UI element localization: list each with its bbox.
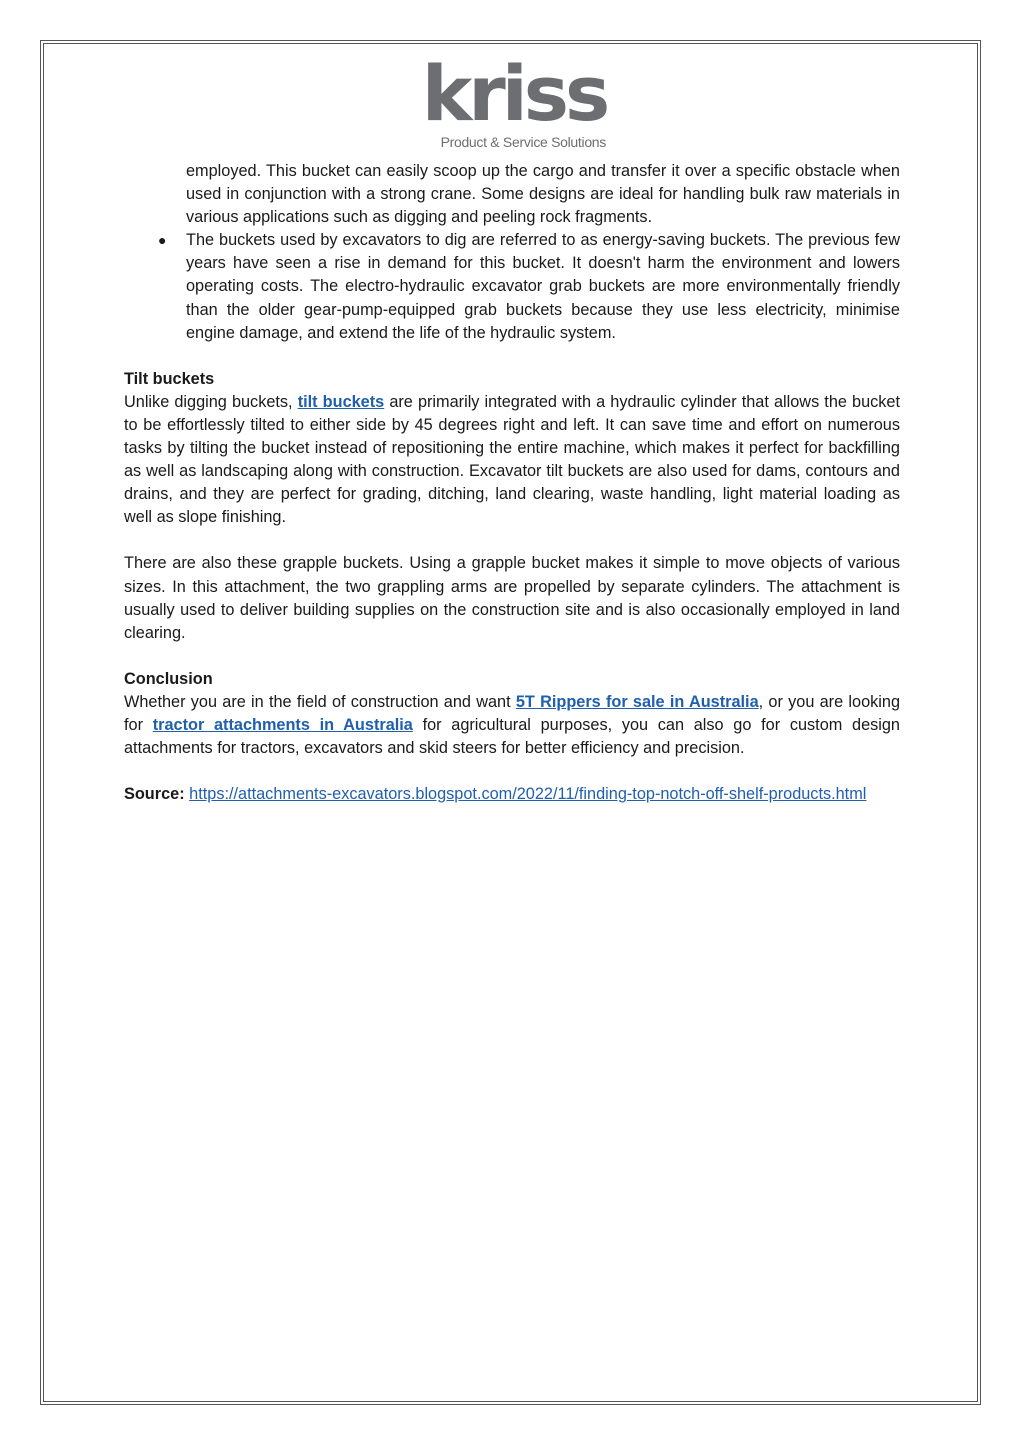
- document-body: [124, 160, 900, 806]
- grapple-buckets-paragraph: There are also these grapple buckets. Using a grapple bucket makes it simple to move objects of various sizes. In this attachment, the two grappling arms are propelled by separate cylinders. The attachment is usually used to deliver building supplies on the construction site and is also occasionally employed in land clearing.: [124, 554, 900, 642]
- tilt-text-after: are primarily integrated with a hydraulic cylinder that allows the bucket to be effortlessly tilted to either side by 45 degrees right and left. It can save time and effort on numerous tasks by tilting the bucket instead of repositioning the entire machine, which makes it perfect for backfilling as well as landscaping along with construction. Excavator tilt buckets are also used for dams, contours and drains, and they are perfect for grading, ditching, land clearing, waste handling, light material loading as well as slope finishing.: [124, 392, 901, 527]
- tilt-buckets-paragraph: [124, 391, 900, 530]
- bullet-text: The buckets used by excavators to dig are referred to as energy-saving buckets. The previous few years have seen a rise in demand for this bucket. It doesn't harm the environment and lowers operating costs. The electro-hydraulic excavator grab buckets are more environmentally friendly than the older gear-pump-equipped grab buckets because they use less electricity, minimise engine damage, and extend the life of the hydraulic system.: [186, 231, 900, 342]
- rippers-link[interactable]: 5T Rippers for sale in Australia: [515, 692, 759, 711]
- company-logo: [414, 49, 614, 154]
- source-link[interactable]: https://attachments-excavators.blogspot.com/2022/11/finding-top-notch-off-shelf-products.html: [189, 785, 867, 804]
- bullet-list: [124, 160, 900, 345]
- tractor-attachments-link[interactable]: tractor attachments in Australia: [152, 715, 413, 734]
- conclusion-text-3: for agricultural purposes, you can also go for custom design attachments for tractors, excavators and skid steers for better efficiency and precision.: [124, 715, 900, 758]
- conclusion-text-1: Whether you are in the field of construction and want: [124, 692, 516, 711]
- bullet-item: [124, 229, 900, 344]
- conclusion-paragraph: [124, 691, 900, 760]
- tilt-buckets-heading: Tilt buckets: [124, 369, 215, 388]
- tilt-text-before: Unlike digging buckets,: [124, 392, 298, 411]
- bullet-text: employed. This bucket can easily scoop up the cargo and transfer it over a specific obstacle when used in conjunction with a strong crane. Some designs are ideal for handling bulk raw materials in various applications such as digging and peeling rock fragments.: [186, 162, 900, 227]
- logo-wordmark: kriss: [421, 49, 607, 138]
- logo-tagline: Product & Service Solutions: [440, 134, 606, 150]
- source-line: [124, 783, 900, 806]
- conclusion-text-2: , or you are looking for: [124, 692, 900, 734]
- tilt-buckets-link[interactable]: tilt buckets: [297, 392, 385, 411]
- conclusion-heading: Conclusion: [124, 669, 213, 688]
- bullet-icon: ●: [158, 232, 167, 249]
- source-label: Source:: [124, 785, 185, 804]
- bullet-item-continued: [124, 160, 900, 229]
